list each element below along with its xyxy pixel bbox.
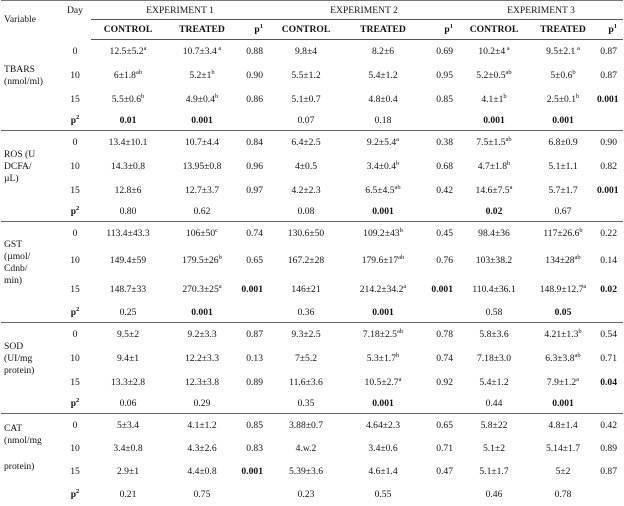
variable-label-line: (nmol/mg xyxy=(4,435,42,447)
table-row xyxy=(1,323,623,347)
day-value: 15 xyxy=(70,377,80,388)
mean-sd-cell: 0.06 xyxy=(91,395,165,414)
mean-sd-cell: 5±0.6$^b$ xyxy=(550,68,576,81)
mean-sd-cell: 0.36 xyxy=(269,304,343,323)
p2-label: $p^2$ xyxy=(59,395,91,414)
table-row xyxy=(1,275,623,304)
mean-sd-cell: 4.1±1.2 xyxy=(187,419,217,431)
mean-sd-cell: 5.1±1.1 xyxy=(548,161,578,172)
day-value: 0 xyxy=(72,329,78,341)
p1-value-cell: 0.76 xyxy=(436,254,453,266)
day-value: 0 xyxy=(72,419,78,431)
p1-value-cell: 0.87 xyxy=(600,465,617,477)
mean-sd-cell: 5.1±2 xyxy=(482,442,506,454)
mean-sd-cell: 0.001 xyxy=(343,395,423,414)
variable-label xyxy=(1,222,59,304)
p1-value-cell: 0.69 xyxy=(436,46,453,58)
variable-label-line: (nmol/ml) xyxy=(4,75,43,87)
mean-sd-cell: 0.55 xyxy=(374,488,392,500)
mean-sd-cell: 0.23 xyxy=(297,488,315,500)
p1-value-cell: 0.14 xyxy=(600,254,617,266)
p1-value-cell: 0.89 xyxy=(246,377,263,388)
p1-value-cell: 0.89 xyxy=(600,442,617,454)
mean-sd-cell: 5.8±3.6 xyxy=(479,329,509,341)
mean-sd-cell: 12.2±3.3 xyxy=(184,353,220,364)
table-row xyxy=(1,371,623,395)
mean-sd-cell: 13.4±10.1 xyxy=(108,137,148,149)
mean-sd-cell: 5.5±1.2 xyxy=(291,70,321,81)
mean-sd-cell: 4.64±2.3 xyxy=(365,419,401,431)
table-row xyxy=(1,437,623,460)
mean-sd-cell: 0.58 xyxy=(459,304,529,323)
p1-value-cell: 0.54 xyxy=(600,329,617,341)
p1-value-cell: 0.04 xyxy=(600,377,617,388)
mean-sd-cell: 4.8±1.4 xyxy=(548,419,578,431)
p1-value-cell: 0.88 xyxy=(246,46,263,58)
mean-sd-cell: 9.2±3.3 xyxy=(187,329,217,341)
mean-sd-cell: 0.18 xyxy=(343,112,423,131)
mean-sd-cell: 8.2±6 xyxy=(371,46,395,58)
day-value: 10 xyxy=(70,442,80,454)
variable-label-empty xyxy=(1,112,59,131)
p1-value-cell: 0.42 xyxy=(436,185,453,196)
p1-value-cell xyxy=(423,203,459,222)
p1-value-cell: 0.02 xyxy=(600,283,617,295)
mean-sd-cell: 7.5±1.5$^{ab}$ xyxy=(476,136,512,149)
p1-value-cell xyxy=(423,304,459,323)
p1-value-cell: 0.001 xyxy=(597,185,619,196)
mean-sd-cell: 5.4±1.2 xyxy=(479,377,509,388)
p1-value-cell: 0.83 xyxy=(246,442,263,454)
variable-label-line: ROS (U xyxy=(4,148,36,160)
mean-sd-cell: 0.75 xyxy=(193,488,211,500)
mean-sd-cell: 214.2±34.2$^a$ xyxy=(359,282,407,295)
mean-sd-cell: 5.1±0.7 xyxy=(291,94,321,105)
table-row xyxy=(1,304,623,323)
mean-sd-cell: 0.21 xyxy=(119,488,137,500)
mean-sd-cell: 9.5±2.1 $^a$ xyxy=(546,45,580,58)
p1-value-cell: 0.42 xyxy=(600,419,617,431)
mean-sd-cell: 0.25 xyxy=(91,304,165,323)
mean-sd-cell: 98.4±36 xyxy=(478,228,510,240)
p1-value-cell: 0.87 xyxy=(600,70,617,81)
mean-sd-cell: 0.46 xyxy=(485,488,503,500)
mean-sd-cell: 5.8±22 xyxy=(480,419,508,431)
mean-sd-cell: 3.88±0.7 xyxy=(288,419,324,431)
p1-value-cell: 0.65 xyxy=(436,419,453,431)
day-value: 10 xyxy=(70,70,80,81)
mean-sd-cell: 2.9±1 xyxy=(116,465,140,477)
mean-sd-cell: 14.6±7.5$^a$ xyxy=(475,183,513,196)
mean-sd-cell: 4.2±2.3 xyxy=(291,185,321,196)
header-treated-3: TREATED xyxy=(529,20,597,40)
day-value: 15 xyxy=(70,283,80,295)
p1-value-cell: 0.92 xyxy=(436,377,453,388)
variable-label-line: DCFA/ xyxy=(4,160,32,172)
mean-sd-cell: 0.001 xyxy=(165,304,239,323)
variable-label-line: protein) xyxy=(4,364,35,376)
header-row-groups xyxy=(1,20,623,40)
p1-value-cell: 0.84 xyxy=(246,137,263,149)
mean-sd-cell: 9.4±1 xyxy=(116,353,140,364)
mean-sd-cell: 12.8±6 xyxy=(114,185,142,196)
day-value: 10 xyxy=(70,254,80,266)
table-row xyxy=(1,155,623,179)
mean-sd-cell: 10.7±4.4 xyxy=(184,137,220,149)
mean-sd-cell: 5.14±1.7 xyxy=(545,442,581,454)
mean-sd-cell: 117±26.6$^b$ xyxy=(543,227,583,240)
table-row xyxy=(1,414,623,437)
mean-sd-cell: 0.80 xyxy=(91,203,165,222)
day-value: 0 xyxy=(72,228,78,240)
p1-value-cell: 0.85 xyxy=(436,94,453,105)
mean-sd-cell: 10.7±3.4 $^a$ xyxy=(182,45,222,58)
header-p1-1: $p^1$ xyxy=(239,20,269,40)
mean-sd-cell: 5.7±1.7 xyxy=(548,185,578,196)
p1-value-cell: 0.65 xyxy=(246,254,263,266)
table-row xyxy=(1,88,623,112)
mean-sd-cell: 6.3±3.8$^{ab}$ xyxy=(545,351,581,364)
mean-sd-cell: 9.5±2 xyxy=(116,329,140,341)
mean-sd-cell: 10.2±4 $^a$ xyxy=(478,45,510,58)
variable-label-line: CAT xyxy=(4,423,23,435)
mean-sd-cell: 148.7±33 xyxy=(109,283,147,295)
mean-sd-cell: 4.4±0.8 xyxy=(187,465,217,477)
table-row xyxy=(1,203,623,222)
p1-value-cell: 0.74 xyxy=(246,228,263,240)
mean-sd-cell: 5±3.4 xyxy=(116,419,140,431)
variable-label-empty xyxy=(1,304,59,323)
mean-sd-cell: 130.6±50 xyxy=(287,228,325,240)
p1-value-cell: 0.90 xyxy=(246,70,263,81)
table-row xyxy=(1,64,623,88)
p1-value-cell xyxy=(597,395,623,414)
variable-label-line: min) xyxy=(4,274,23,286)
p1-value-cell: 0.38 xyxy=(436,137,453,149)
variable-label-line: TBARS xyxy=(4,63,35,75)
p2-label: $p^2$ xyxy=(59,304,91,323)
day-value: 15 xyxy=(70,185,80,196)
variable-label xyxy=(1,40,59,112)
mean-sd-cell: 0.44 xyxy=(459,395,529,414)
p1-value-cell: 0.68 xyxy=(436,161,453,172)
mean-sd-cell: $179.5\pm 26^b$ xyxy=(182,253,222,266)
table-row xyxy=(1,483,623,506)
p1-value-cell: 0.95 xyxy=(436,70,453,81)
mean-sd-cell: 0.67 xyxy=(529,203,597,222)
variable-label-line: GST xyxy=(4,238,23,250)
mean-sd-cell: 0.29 xyxy=(165,395,239,414)
p1-value-cell: 0.97 xyxy=(246,185,263,196)
mean-sd-cell: 13.3±2.8 xyxy=(110,377,146,388)
mean-sd-cell: 9.8±4 xyxy=(294,46,318,58)
variable-label xyxy=(1,131,59,203)
mean-sd-cell: 0.08 xyxy=(269,203,343,222)
p2-label: $p^2$ xyxy=(70,487,80,500)
mean-sd-cell: 0.78 xyxy=(554,488,572,500)
p1-value-cell: 0.001 xyxy=(241,283,263,295)
mean-sd-cell: 113.4±43.3 xyxy=(106,228,150,240)
p1-value-cell xyxy=(597,203,623,222)
header-day: Day xyxy=(59,1,91,40)
mean-sd-cell: 0.02 xyxy=(459,203,529,222)
day-value: 15 xyxy=(70,465,80,477)
mean-sd-cell: 0.35 xyxy=(269,395,343,414)
variable-label-empty xyxy=(1,483,59,506)
mean-sd-cell: 2.5±0.1$^b$ xyxy=(546,92,580,105)
table-row xyxy=(1,222,623,246)
table-row xyxy=(1,131,623,155)
mean-sd-cell: 4.3±2.6 xyxy=(187,442,217,454)
variable-label-line: SOD xyxy=(4,340,24,352)
mean-sd-cell: 7.18±2.5$^{ab}$ xyxy=(362,328,404,341)
day-value: 10 xyxy=(70,161,80,172)
table-row xyxy=(1,179,623,203)
mean-sd-cell: 103±38.2 xyxy=(475,254,513,266)
variable-label-empty xyxy=(1,395,59,414)
p1-value-cell xyxy=(597,304,623,323)
header-experiment-1: EXPERIMENT 1 xyxy=(91,1,269,20)
p1-value-cell: 0.86 xyxy=(246,94,263,105)
day-value: 15 xyxy=(70,94,80,105)
variable-label xyxy=(1,323,59,395)
mean-sd-cell: 3.4±0.8 xyxy=(113,442,143,454)
table-row xyxy=(1,112,623,131)
table-row xyxy=(1,460,623,483)
mean-sd-cell: 4.8±0.4 xyxy=(368,94,398,105)
mean-sd-cell: 0.001 xyxy=(343,203,423,222)
mean-sd-cell: 7.18±3.0 xyxy=(476,353,512,364)
header-treated-2: TREATED xyxy=(343,20,423,40)
mean-sd-cell: 167.2±28 xyxy=(287,254,325,266)
mean-sd-cell: 0.07 xyxy=(269,112,343,131)
p1-value-cell: 0.001 xyxy=(241,465,263,477)
mean-sd-cell: 4.w.2 xyxy=(295,442,317,454)
p1-value-cell xyxy=(423,112,459,131)
mean-sd-cell: 0.05 xyxy=(529,304,597,323)
table-row xyxy=(1,40,623,64)
mean-sd-cell: $4.1\pm 1^b$ xyxy=(481,92,507,105)
p1-value-cell xyxy=(239,395,269,414)
mean-sd-cell: 6±1.8$^{ab}$ xyxy=(113,68,143,81)
p1-value-cell: 0.47 xyxy=(436,465,453,477)
mean-sd-cell: 12.3±3.8 xyxy=(184,377,220,388)
p1-value-cell xyxy=(597,483,623,506)
mean-sd-cell: 0.001 xyxy=(529,395,597,414)
mean-sd-cell: 10.5±2.7$^a$ xyxy=(364,375,402,388)
header-experiment-2: EXPERIMENT 2 xyxy=(269,1,459,20)
variable-label-line: protein) xyxy=(4,461,35,473)
mean-sd-cell: 5.2±0.5$^{ab}$ xyxy=(476,68,512,81)
variable-label-empty xyxy=(1,203,59,222)
p1-value-cell: 0.90 xyxy=(600,137,617,149)
header-treated-1: TREATED xyxy=(165,20,239,40)
mean-sd-cell: 14.3±0.8 xyxy=(110,161,146,172)
mean-sd-cell: 149.4±59 xyxy=(109,254,147,266)
mean-sd-cell: $109.2\pm 43^b$ xyxy=(363,227,403,240)
variable-label-line xyxy=(4,447,59,461)
mean-sd-cell: 5.5±0.6$^b$ xyxy=(111,92,145,105)
p1-value-cell: 0.71 xyxy=(600,353,617,364)
p1-value-cell: 0.13 xyxy=(246,353,263,364)
mean-sd-cell: $5.2\pm 1^b$ xyxy=(189,68,215,81)
header-control-3: CONTROL xyxy=(459,20,529,40)
mean-sd-cell: 148.9±12.7$^a$ xyxy=(539,282,587,295)
p1-value-cell: 0.001 xyxy=(431,283,453,295)
mean-sd-cell: 3.4±0.6 xyxy=(368,442,398,454)
p1-value-cell: 0.22 xyxy=(600,228,617,240)
mean-sd-cell: 0.001 xyxy=(459,112,529,131)
p1-value-cell: 0.74 xyxy=(436,353,453,364)
mean-sd-cell: 0.001 xyxy=(165,112,239,131)
mean-sd-cell: 11.6±3.6 xyxy=(289,377,323,388)
mean-sd-cell: 4±0.5 xyxy=(294,161,318,172)
mean-sd-cell: 13.95±0.8 xyxy=(182,161,222,172)
p2-label: $p^2$ xyxy=(59,112,91,131)
mean-sd-cell: $106\pm 50^c$ xyxy=(185,227,219,240)
p1-value-cell: 0.85 xyxy=(246,419,263,431)
p1-value-cell: 0.45 xyxy=(436,228,453,240)
header-p1-2: $p^1$ xyxy=(423,20,459,40)
mean-sd-cell: $270.3\pm 25^a$ xyxy=(182,282,222,295)
mean-sd-cell: 0.001 xyxy=(529,112,597,131)
mean-sd-cell: 9.3±2.5 xyxy=(291,329,321,341)
p1-value-cell xyxy=(239,483,269,506)
mean-sd-cell: 7±5.2 xyxy=(294,353,318,364)
table-row xyxy=(1,246,623,275)
header-experiment-3: EXPERIMENT 3 xyxy=(459,1,623,20)
variable-label-line: (UI/mg xyxy=(4,352,33,364)
mean-sd-cell: 146±21 xyxy=(291,283,321,295)
variable-label xyxy=(1,414,59,483)
variable-label-line: Cdnb/ xyxy=(4,262,28,274)
day-value: 0 xyxy=(72,46,78,57)
p1-value-cell: 0.71 xyxy=(436,442,453,454)
p1-value-cell: 0.82 xyxy=(600,161,617,172)
table-row xyxy=(1,347,623,371)
header-p1-3: $p^1$ xyxy=(597,20,623,40)
mean-sd-cell: 0.62 xyxy=(165,203,239,222)
p1-value-cell xyxy=(423,395,459,414)
mean-sd-cell: 4.21±1.3$^b$ xyxy=(544,328,582,341)
mean-sd-cell: $134\pm 28^{ab}$ xyxy=(545,253,581,266)
mean-sd-cell: 4.6±1.4 xyxy=(368,465,398,477)
p1-value-cell xyxy=(239,304,269,323)
p1-value-cell: 0.96 xyxy=(246,161,263,172)
mean-sd-cell: 0.01 xyxy=(91,112,165,131)
mean-sd-cell: 4.9±0.4$^b$ xyxy=(185,92,219,105)
p1-value-cell: 0.87 xyxy=(600,46,617,58)
header-row-experiments xyxy=(1,1,623,20)
mean-sd-cell: 5±2 xyxy=(555,465,571,477)
mean-sd-cell: 4.7±1.8$^b$ xyxy=(477,159,511,172)
day-value: 10 xyxy=(70,353,80,364)
mean-sd-cell: 5.4±1.2 xyxy=(368,70,398,81)
p1-value-cell xyxy=(239,112,269,131)
p1-value-cell: 0.001 xyxy=(597,94,619,105)
mean-sd-cell: 6.4±2.5 xyxy=(291,137,321,149)
mean-sd-cell: 7.9±1.2$^a$ xyxy=(546,375,580,388)
header-control-1: CONTROL xyxy=(91,20,165,40)
mean-sd-cell: 12.7±3.7 xyxy=(184,185,220,196)
mean-sd-cell: 6.5±4.5$^{ab}$ xyxy=(365,183,401,196)
p1-value-cell xyxy=(239,203,269,222)
variable-label-line: µL) xyxy=(4,172,19,184)
mean-sd-cell: 110.4±36.1 xyxy=(472,283,516,295)
mean-sd-cell: 6.8±0.9 xyxy=(548,137,578,149)
day-value: 0 xyxy=(72,137,78,149)
p1-value-cell: 0.78 xyxy=(436,329,453,341)
mean-sd-cell: 5.39±3.6 xyxy=(288,465,324,477)
mean-sd-cell: 5.1±1.7 xyxy=(479,465,509,477)
p1-value-cell xyxy=(597,112,623,131)
header-control-2: CONTROL xyxy=(269,20,343,40)
header-variable: Variable xyxy=(1,1,59,40)
variable-label-line: (µmol/ xyxy=(4,250,31,262)
mean-sd-cell: 0.001 xyxy=(343,304,423,323)
mean-sd-cell: 9.2±5.4$^a$ xyxy=(366,136,400,149)
mean-sd-cell: 3.4±0.4$^b$ xyxy=(366,159,400,172)
mean-sd-cell: 12.5±5.2$^a$ xyxy=(109,45,147,58)
mean-sd-cell: 5.3±1.7$^b$ xyxy=(366,351,400,364)
mean-sd-cell: $179.6\pm 17^{ab}$ xyxy=(361,253,405,266)
results-table xyxy=(1,0,623,506)
table-row xyxy=(1,395,623,414)
p1-value-cell: 0.87 xyxy=(246,329,263,341)
p2-label: $p^2$ xyxy=(59,203,91,222)
p1-value-cell xyxy=(423,483,459,506)
